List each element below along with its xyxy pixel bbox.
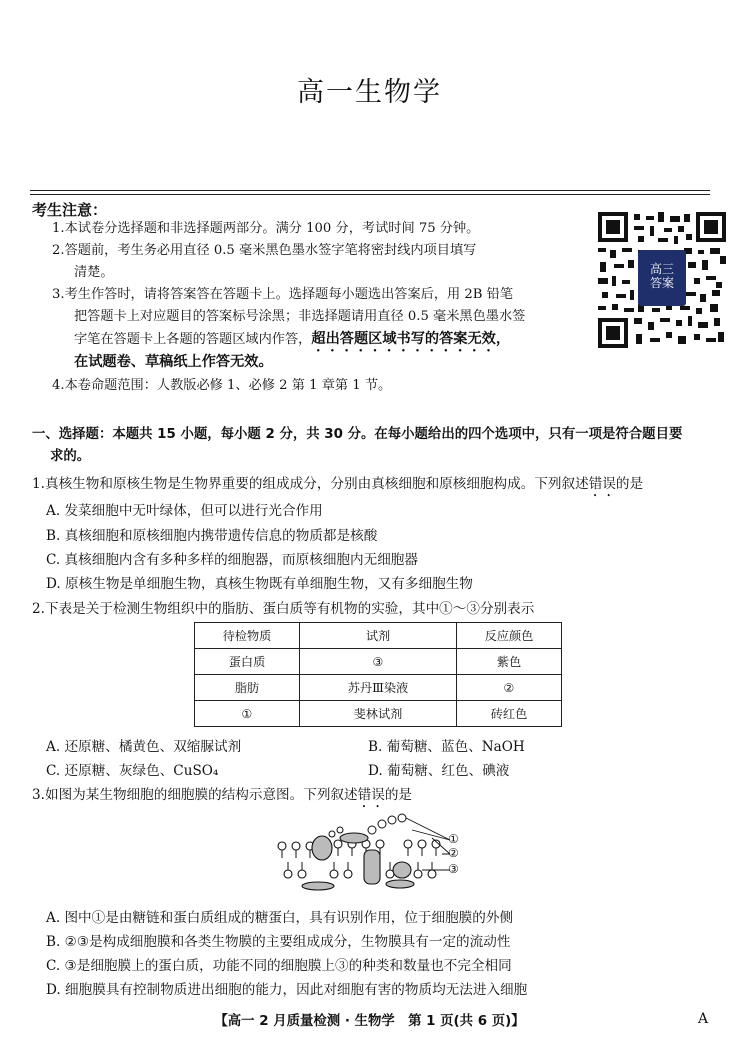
table-cell: 脂肪: [195, 675, 300, 701]
qr-badge: [638, 262, 686, 290]
diagram-label-1: ①: [448, 832, 459, 846]
table-row: [195, 649, 562, 675]
question-3-tail: 的是: [384, 787, 412, 803]
table-row: [195, 701, 562, 727]
notice-item-2: 2.答题前，考生务必用直径 0.5 毫米黑色墨水签字笔将密封线内项目填写: [52, 243, 477, 258]
table-cell: 砖红色: [457, 701, 562, 727]
question-3-option-c: C. ③是细胞膜上的蛋白质，功能不同的细胞膜上③的种类和数量也不完全相同: [46, 958, 512, 974]
question-3-stem: [32, 783, 412, 811]
table-header-cell: 待检物质: [195, 623, 300, 649]
notice-item-1: 1.本试卷分选择题和非选择题两部分。满分 100 分，考试时间 75 分钟。: [52, 221, 480, 236]
table-cell: 苏丹Ⅲ染液: [300, 675, 457, 701]
notice-item-3: 3.考生作答时，请将答案答在答题卡上。选择题每小题选出答案后，用 2B 铅笔: [52, 287, 514, 302]
table-cell: ③: [300, 649, 457, 675]
question-2-table: [194, 622, 562, 727]
section-heading: [32, 424, 722, 468]
question-3-option-d: D. 细胞膜具有控制物质进出细胞的能力，因此对细胞有害的物质均无法进入细胞: [46, 982, 528, 998]
notice-item-3-cont1: 把答题卡上对应题目的答案标号涂黑；非选择题请用直径 0.5 毫米黑色墨水签: [74, 309, 526, 324]
table-header-cell: 反应颜色: [457, 623, 562, 649]
question-3-option-a: A. 图中①是由糖链和蛋白质组成的糖蛋白，具有识别作用，位于细胞膜的外侧: [46, 910, 514, 926]
question-3-option-b: B. ②③是构成细胞膜和各类生物膜的主要组成成分，生物膜具有一定的流动性: [46, 934, 511, 950]
qr-badge-line1: 高三: [649, 262, 674, 276]
table-cell: 紫色: [457, 649, 562, 675]
page-footer: 【高一 2 月质量检测 · 生物学 第 1 页(共 6 页)】: [214, 1014, 525, 1029]
table-cell: 斐林试剂: [300, 701, 457, 727]
question-1-text: 1.真核生物和原核生物是生物界重要的组成成分，分别由真核细胞和原核细胞构成。下列叙述: [32, 476, 589, 492]
question-3-emphasis: 错误: [357, 787, 385, 803]
question-1-tail: 的是: [615, 476, 644, 492]
notice-emphasis-2: 在试题卷、草稿纸上作答无效。: [74, 354, 273, 370]
notice-item-4: 4.本卷命题范围：人教版必修 1、必修 2 第 1 章第 1 节。: [52, 378, 392, 393]
diagram-label-2: ②: [448, 846, 459, 860]
question-2-option-c: C. 还原糖、灰绿色、CuSO₄: [46, 763, 219, 779]
table-cell: 蛋白质: [195, 649, 300, 675]
table-row: [195, 675, 562, 701]
question-1-option-a: A. 发菜细胞中无叶绿体，但可以进行光合作用: [46, 503, 323, 519]
question-1-emphasis: 错误: [588, 476, 616, 492]
qr-code: [598, 212, 726, 348]
notice-item-2-cont: 清楚。: [74, 265, 114, 280]
table-header-cell: 试剂: [300, 623, 457, 649]
notice-item-3-text: 字笔在答题卡上各题的答题区域内作答，: [74, 332, 312, 347]
section-heading-line1: 一、选择题：本题共 15 小题，每小题 2 分，共 30 分。在每小题给出的四个选项中，只有一项是符合题目要: [32, 427, 683, 442]
header-rule: [30, 190, 710, 191]
paper-version-mark: A: [698, 1011, 709, 1027]
question-2-stem: 2.下表是关于检测生物组织中的脂肪、蛋白质等有机物的实验，其中①～③分别表示: [32, 601, 535, 617]
question-1-option-b: B. 真核细胞和原核细胞内携带遗传信息的物质都是核酸: [46, 528, 378, 544]
question-1-option-c: C. 真核细胞内含有多种多样的细胞器，而原核细胞内无细胞器: [46, 552, 418, 568]
table-cell: ②: [457, 675, 562, 701]
question-2-option-b: B. 葡萄糖、蓝色、NaOH: [368, 739, 525, 755]
question-1-stem: [32, 472, 643, 500]
cell-membrane-diagram: [272, 808, 472, 894]
question-2-option-d: D. 葡萄糖、红色、碘液: [368, 763, 510, 779]
page-title: 高一生物学: [297, 77, 442, 108]
diagram-label-3: ③: [448, 862, 459, 876]
question-3-text: 3.如图为某生物细胞的细胞膜的结构示意图。下列叙述: [32, 787, 358, 803]
notice-emphasis-1: 超出答题区域书写的答案无效，: [311, 331, 511, 347]
question-2-option-a: A. 还原糖、橘黄色、双缩脲试剂: [46, 739, 242, 755]
notice-heading: 考生注意：: [32, 201, 108, 219]
table-header-row: [195, 623, 562, 649]
header-rule-thin: [30, 194, 710, 195]
question-1-option-d: D. 原核生物是单细胞生物，真核生物既有单细胞生物，又有多细胞生物: [46, 576, 473, 592]
section-heading-line2: 求的。: [50, 449, 91, 464]
qr-badge-line2: 答案: [649, 276, 674, 290]
table-cell: ①: [195, 701, 300, 727]
cell-membrane-diagram-icon: [272, 808, 472, 894]
